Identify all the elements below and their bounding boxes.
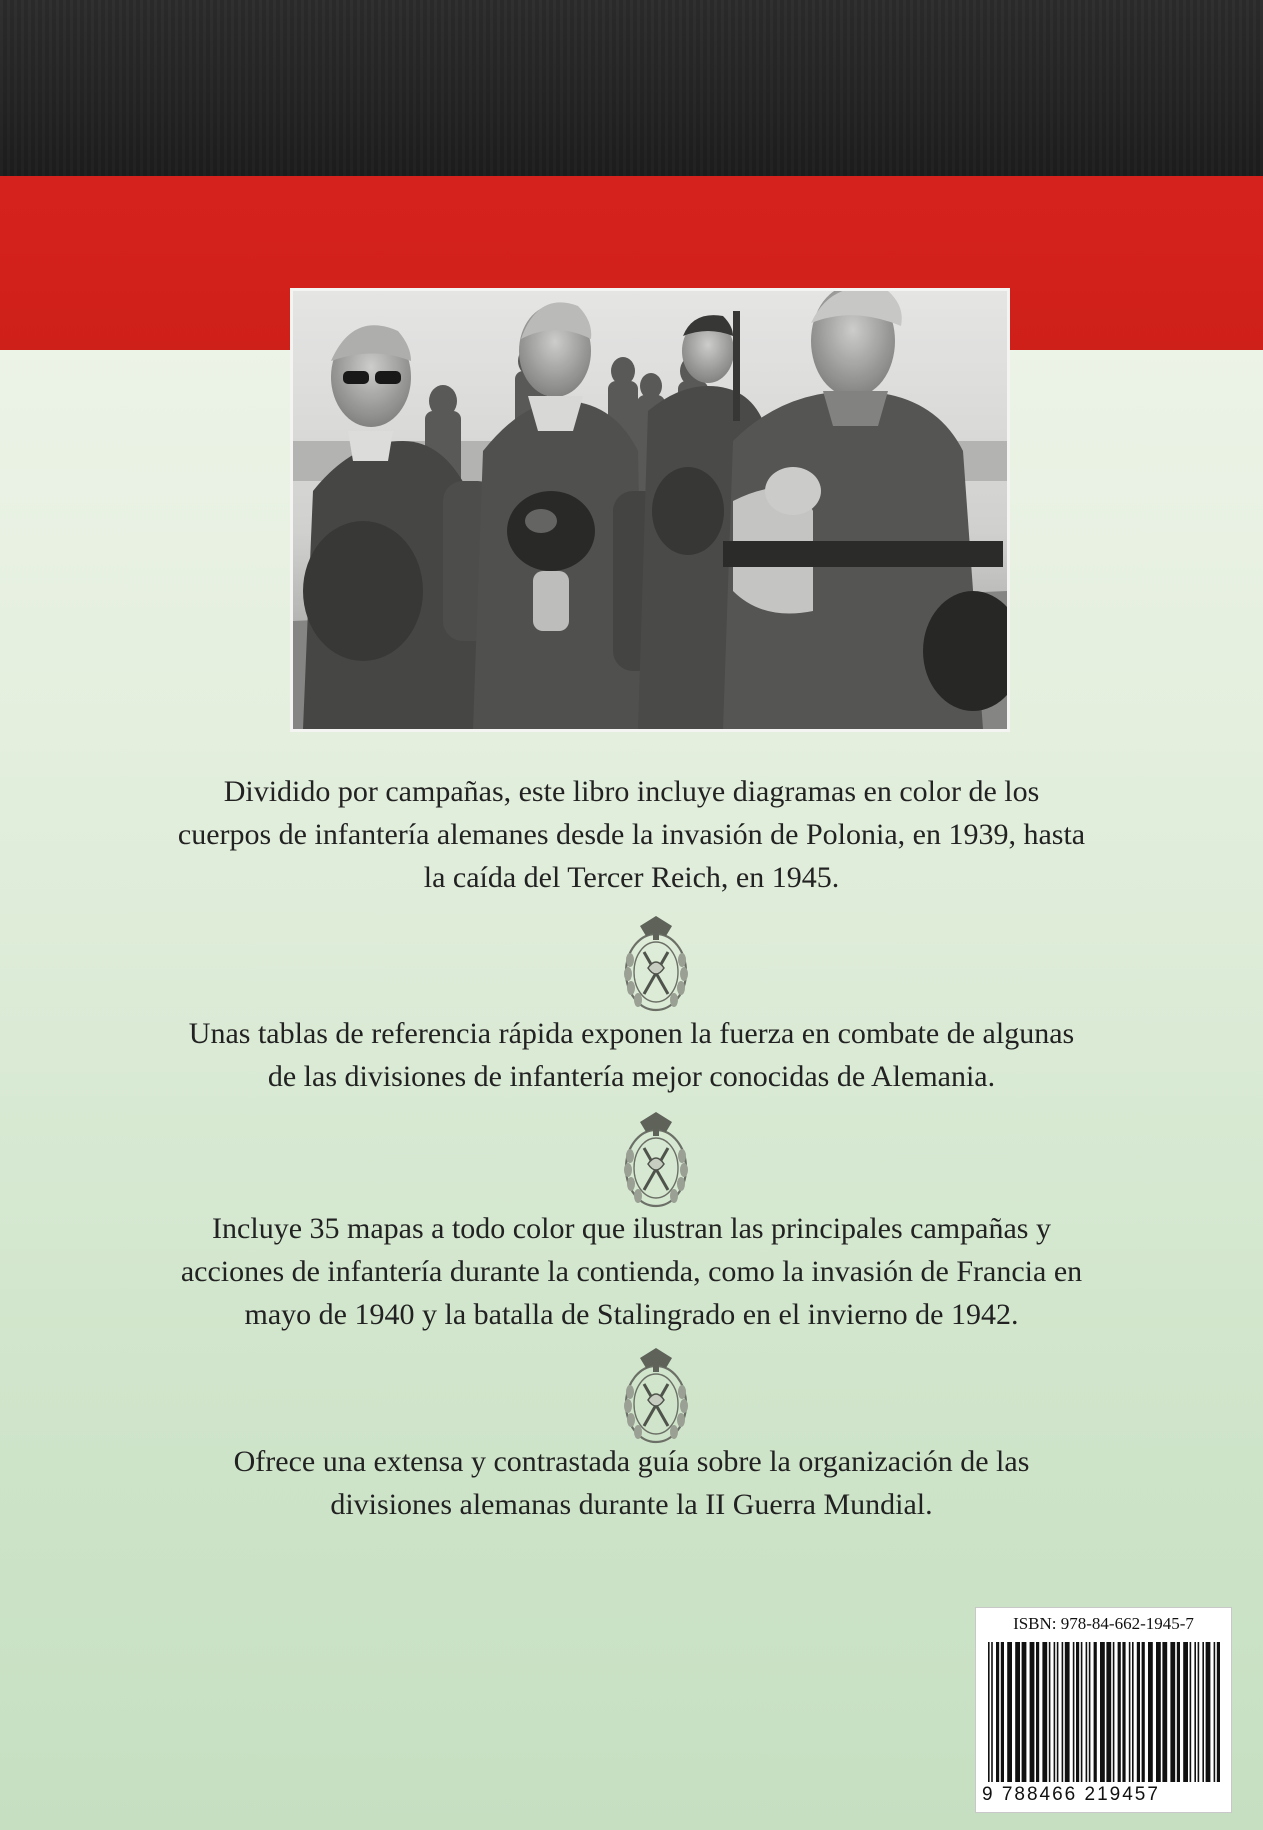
- barcode-bar: [1106, 1642, 1111, 1782]
- barcode-bar: [1022, 1642, 1027, 1782]
- barcode-bar: [1190, 1642, 1192, 1782]
- barcode-bar: [1054, 1642, 1056, 1782]
- barcode-bar: [1094, 1642, 1097, 1782]
- barcode-bar: [1194, 1642, 1196, 1782]
- barcode-bar: [1036, 1642, 1039, 1782]
- barcode-bar: [1183, 1642, 1188, 1782]
- paragraph-line: Incluye 35 mapas a todo color que ilustran las principales campañas y: [212, 1212, 1051, 1245]
- paragraph-line: Dividido por campañas, este libro incluye diagramas en color de los: [223, 775, 1040, 808]
- barcode-bar: [1122, 1642, 1125, 1782]
- barcode-bars: [984, 1642, 1223, 1782]
- paragraph-line: Unas tablas de referencia rápida exponen la fuerza en combate de algunas: [188, 1017, 1075, 1050]
- isbn-barcode: [975, 1607, 1232, 1813]
- paragraph-line: Ofrece una extensa y contrastada guía sobre la organización de las: [233, 1445, 1030, 1478]
- barcode-bar: [1100, 1642, 1105, 1782]
- paragraph-guide: [110, 1440, 1153, 1526]
- infantry-badge-icon: [616, 1108, 696, 1212]
- barcode-bar: [1129, 1642, 1131, 1782]
- barcode-bar: [1162, 1642, 1167, 1782]
- infantry-badge-icon: [616, 912, 696, 1016]
- barcode-bar: [1142, 1642, 1145, 1782]
- barcode-bar: [1057, 1642, 1059, 1782]
- barcode-bar: [1089, 1642, 1091, 1782]
- barcode-bar: [1177, 1642, 1180, 1782]
- barcode-bar: [988, 1642, 990, 1782]
- barcode-bar: [1214, 1642, 1216, 1782]
- barcode-bar: [1001, 1642, 1004, 1782]
- barcode-bar: [1015, 1642, 1020, 1782]
- barcode-bar: [1132, 1642, 1134, 1782]
- paragraph-line: acciones de infantería durante la contienda, como la invasión de Francia en: [180, 1255, 1083, 1288]
- barcode-bar: [991, 1642, 993, 1782]
- barcode-bar: [1137, 1642, 1140, 1782]
- barcode-bar: [1062, 1642, 1064, 1782]
- barcode-bar: [1073, 1642, 1075, 1782]
- barcode-bar: [1156, 1642, 1161, 1782]
- soldiers-photo: [293, 291, 1007, 729]
- isbn-label: ISBN: 978-84-662-1945-7: [1013, 1614, 1194, 1633]
- barcode-bar: [1113, 1642, 1115, 1782]
- paragraph-maps: [110, 1207, 1153, 1336]
- barcode-bar: [1217, 1642, 1220, 1782]
- barcode-bar: [1007, 1642, 1012, 1782]
- barcode-bar: [1049, 1642, 1051, 1782]
- barcode-bar: [1086, 1642, 1088, 1782]
- barcode-bar: [1065, 1642, 1070, 1782]
- paragraph-line: la caída del Tercer Reich, en 1945.: [423, 861, 840, 894]
- paragraph-line: divisiones alemanas durante la II Guerra Mundial.: [330, 1488, 933, 1521]
- barcode-bar: [1081, 1642, 1083, 1782]
- barcode-bar: [1202, 1642, 1204, 1782]
- barcode-digits: 9 788466 219457: [982, 1784, 1160, 1805]
- barcode-bar: [1198, 1642, 1200, 1782]
- barcode-bar: [1170, 1642, 1175, 1782]
- paragraph-line: cuerpos de infantería alemanes desde la invasión de Polonia, en 1939, hasta: [177, 818, 1086, 851]
- infantry-badge-icon: [616, 1344, 696, 1448]
- paragraph-line: de las divisiones de infantería mejor conocidas de Alemania.: [267, 1060, 996, 1093]
- barcode-bar: [996, 1642, 999, 1782]
- barcode-bar: [1076, 1642, 1079, 1782]
- barcode-bar: [1030, 1642, 1035, 1782]
- barcode-bar: [1206, 1642, 1211, 1782]
- top-band-texture: [0, 0, 1263, 176]
- paragraph-campaigns: [110, 770, 1153, 899]
- barcode-bar: [1042, 1642, 1047, 1782]
- paragraph-reference-tables: [110, 1012, 1153, 1098]
- barcode-bar: [1148, 1642, 1153, 1782]
- paragraph-line: mayo de 1940 y la batalla de Stalingrado en el invierno de 1942.: [244, 1298, 1019, 1331]
- barcode-bar: [1118, 1642, 1121, 1782]
